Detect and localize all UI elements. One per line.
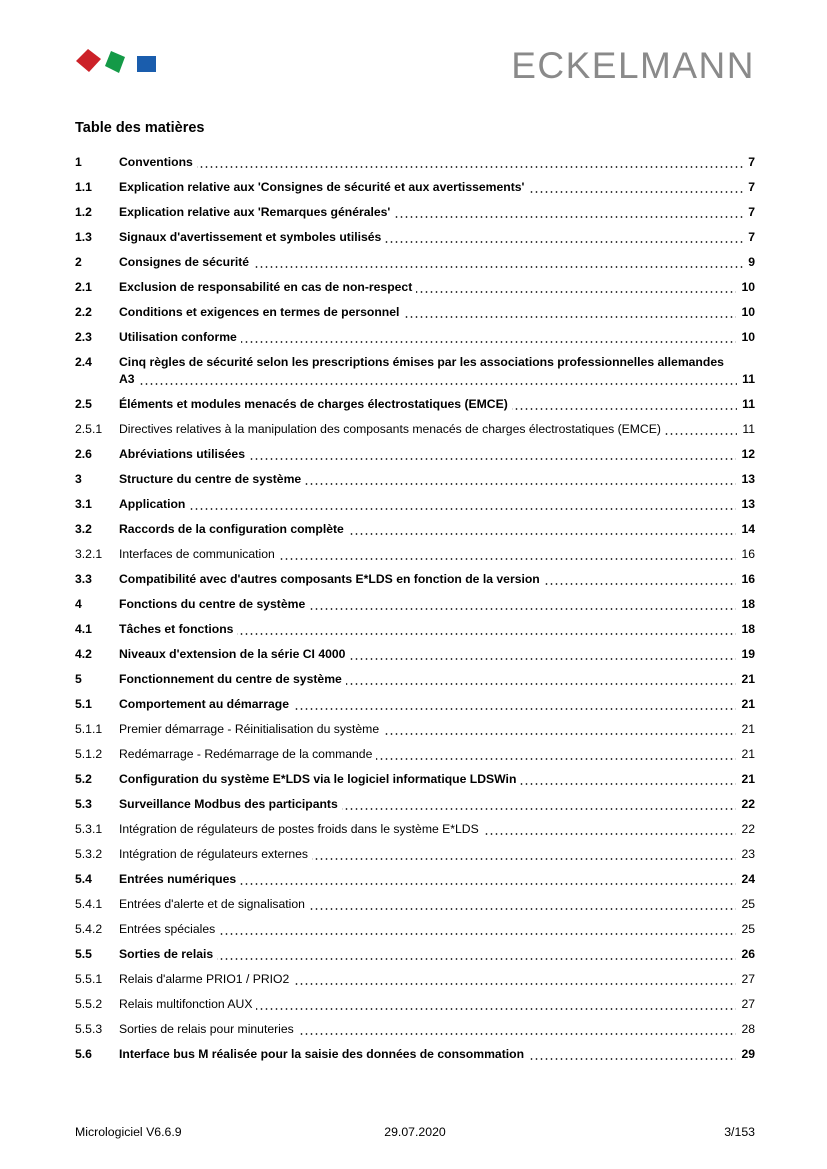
toc-entry[interactable] [75,596,755,613]
toc-entry-number: 5.4.2 [75,922,103,936]
toc-entry[interactable] [75,796,755,813]
toc-entry-body [119,971,755,988]
toc-entry-number: 5.2 [75,772,92,786]
toc-entry-body [119,821,755,838]
toc-entry-page: 7 [743,229,755,246]
toc-entry[interactable] [75,179,755,196]
toc-entry-page: 16 [736,571,755,588]
toc-entry-number: 4 [75,597,82,611]
toc-entry[interactable] [75,421,755,438]
toc-entry[interactable] [75,521,755,538]
toc-entry-title: Fonctions du centre de système [119,597,309,611]
toc-list [75,154,755,1063]
toc-entry[interactable] [75,996,755,1013]
toc-entry-page: 7 [743,154,755,171]
toc-entry-title: Compatibilité avec d'autres composants E*LDS en fonction de la version [119,572,544,586]
toc-entry-body [119,396,755,413]
toc-entry-number: 5 [75,672,82,686]
toc-entry-number: 3 [75,472,82,486]
toc-entry[interactable] [75,229,755,246]
page-header [75,46,755,92]
toc-entry-title: Utilisation conforme [119,330,241,344]
toc-entry-page: 27 [736,971,755,988]
toc-entry-number: 2.3 [75,330,92,344]
toc-entry-title: Exclusion de responsabilité en cas de non-respect [119,280,416,294]
toc-entry-body [119,671,755,688]
toc-entry-page: 24 [736,871,755,888]
toc-entry[interactable] [75,821,755,838]
toc-entry-body [119,421,755,438]
toc-entry-body [119,354,755,388]
toc-entry-page: 13 [736,496,755,513]
toc-entry-body [119,846,755,863]
toc-entry-body [119,546,755,563]
toc-entry-title: Explication relative aux 'Consignes de sécurité et aux avertissements' [119,180,528,194]
toc-entry-title: Fonctionnement du centre de système [119,672,346,686]
toc-entry-title: Interfaces de communication [119,547,279,561]
toc-entry-body [119,571,755,588]
toc-entry-body [119,871,755,888]
toc-entry-title: Conditions et exigences en termes de personnel [119,305,403,319]
toc-entry-page: 13 [736,471,755,488]
toc-entry-title: Relais d'alarme PRIO1 / PRIO2 [119,972,293,986]
toc-entry-number: 3.2.1 [75,547,103,561]
toc-entry[interactable] [75,671,755,688]
toc-entry-page: 25 [736,896,755,913]
toc-entry-body [119,521,755,538]
toc-entry-page: 21 [736,671,755,688]
toc-entry[interactable] [75,1046,755,1063]
toc-entry-number: 5.5.3 [75,1022,103,1036]
toc-entry-title: Entrées spéciales [119,922,219,936]
toc-entry-body [119,179,755,196]
toc-entry-number: 5.4 [75,872,92,886]
footer-date: 29.07.2020 [384,1125,446,1139]
toc-entry-number: 4.2 [75,647,92,661]
toc-entry-body [119,646,755,663]
toc-entry-page: 21 [736,721,755,738]
toc-entry-page: 23 [736,846,755,863]
toc-entry-page: 27 [736,996,755,1013]
toc-entry-title: Interface bus M réalisée pour la saisie des données de consommation [119,1047,528,1061]
toc-entry-number: 2 [75,255,82,269]
toc-entry-number: 5.6 [75,1047,92,1061]
toc-entry-body [119,329,755,346]
toc-entry-title: Sorties de relais [119,947,217,961]
toc-entry-body [119,996,755,1013]
toc-entry[interactable] [75,279,755,296]
footer-page-number: 3/153 [724,1125,755,1139]
eckelmann-logo-icon [75,46,175,86]
toc-entry-body [119,229,755,246]
toc-entry[interactable] [75,329,755,346]
toc-entry-body [119,746,755,763]
page-title: Table des matières [75,120,205,136]
toc-entry-number: 2.5 [75,397,92,411]
toc-entry-body [119,446,755,463]
page-footer [75,1125,755,1139]
toc-entry-page: 18 [736,621,755,638]
toc-entry[interactable] [75,621,755,638]
toc-entry-title: Raccords de la configuration complète [119,522,348,536]
toc-entry-page: 16 [736,546,755,563]
toc-entry-title: Entrées numériques [119,872,240,886]
toc-entry-number: 2.2 [75,305,92,319]
toc-entry-page: 21 [736,746,755,763]
toc-entry-page: 28 [736,1021,755,1038]
toc-entry-number: 5.5.1 [75,972,103,986]
toc-entry[interactable] [75,446,755,463]
toc-entry-page: 21 [736,771,755,788]
toc-entry-number: 5.5 [75,947,92,961]
toc-entry-number: 2.5.1 [75,422,103,436]
toc-entry-title: Niveaux d'extension de la série CI 4000 [119,647,349,661]
toc-entry-title: Relais multifonction AUX [119,997,256,1011]
toc-entry-title: Entrées d'alerte et de signalisation [119,897,309,911]
logo-red-diamond-icon [76,49,101,72]
toc-entry-title: Surveillance Modbus des participants [119,797,342,811]
toc-entry[interactable] [75,396,755,413]
toc-entry-number: 4.1 [75,622,92,636]
toc-entry-page: 10 [736,329,755,346]
toc-entry-page: 9 [743,254,755,271]
toc-entry-body [119,279,755,296]
toc-entry[interactable] [75,1021,755,1038]
toc-entry-page: 12 [736,446,755,463]
toc-entry-page: 29 [736,1046,755,1063]
toc-entry-page: 19 [736,646,755,663]
toc-entry-page: 25 [736,921,755,938]
toc-entry-title: Éléments et modules menacés de charges électrostatiques (EMCE) [119,397,512,411]
toc-entry-page: 11 [737,396,755,413]
toc-entry-page: 11 [737,371,755,388]
toc-entry[interactable] [75,471,755,488]
toc-entry-page: 11 [737,421,755,438]
toc-entry-number: 5.3.1 [75,822,103,836]
toc-entry-number: 1.3 [75,230,92,244]
toc-entry-number: 5.4.1 [75,897,103,911]
toc-entry-title: Tâches et fonctions [119,622,237,636]
toc-entry-page: 10 [736,279,755,296]
toc-entry[interactable] [75,771,755,788]
toc-entry-page: 26 [736,946,755,963]
toc-entry-title: Sorties de relais pour minuteries [119,1022,298,1036]
toc-entry-number: 5.3.2 [75,847,103,861]
toc-entry[interactable] [75,871,755,888]
toc-entry-title: Configuration du système E*LDS via le logiciel informatique LDSWin [119,772,520,786]
toc-entry-page: 7 [743,204,755,221]
toc-entry-body [119,496,755,513]
toc-entry-page: 7 [743,179,755,196]
toc-entry[interactable] [75,154,755,171]
toc-entry-body [119,204,755,221]
toc-entry-number: 1.1 [75,180,92,194]
toc-entry-page: 10 [736,304,755,321]
toc-entry[interactable] [75,896,755,913]
toc-entry-number: 2.4 [75,355,92,369]
logo-blue-square-icon [137,56,156,72]
toc-entry-body [119,896,755,913]
toc-entry-title: Structure du centre de système [119,472,305,486]
toc-entry-page: 14 [736,521,755,538]
toc-entry-body [119,304,755,321]
toc-entry[interactable] [75,946,755,963]
toc-entry-title: Intégration de régulateurs de postes froids dans le système E*LDS [119,822,483,836]
toc-entry-page: 21 [736,696,755,713]
toc-entry-body [119,1021,755,1038]
toc-entry-number: 3.2 [75,522,92,536]
toc-entry-body [119,596,755,613]
toc-entry-number: 2.1 [75,280,92,294]
toc-entry-body [119,771,755,788]
toc-entry-body [119,1046,755,1063]
toc-entry[interactable] [75,646,755,663]
toc-entry-body [119,946,755,963]
toc-entry[interactable] [75,746,755,763]
toc-entry-body [119,696,755,713]
toc-entry-number: 5.1.1 [75,722,103,736]
brand-wordmark: ECKELMANN [511,45,755,86]
toc-entry[interactable] [75,971,755,988]
logo-green-diamond-icon [105,51,125,73]
toc-entry-body [119,721,755,738]
footer-firmware-version: Micrologiciel V6.6.9 [75,1125,182,1139]
toc-entry-body [119,154,755,171]
toc-entry-title: Intégration de régulateurs externes [119,847,312,861]
toc-entry[interactable] [75,846,755,863]
toc-entry-body [119,796,755,813]
toc-entry-title: Redémarrage - Redémarrage de la commande [119,747,376,761]
toc-entry-number: 3.3 [75,572,92,586]
toc-entry-title: Consignes de sécurité [119,255,253,269]
toc-entry-title: Signaux d'avertissement et symboles utilisés [119,230,385,244]
toc-entry-page: 22 [736,796,755,813]
toc-entry-title: Premier démarrage - Réinitialisation du système [119,722,383,736]
toc-entry-number: 5.3 [75,797,92,811]
toc-entry-number: 5.1 [75,697,92,711]
toc-entry-body [119,921,755,938]
toc-entry-page: 22 [736,821,755,838]
toc-entry-body [119,254,755,271]
toc-entry-number: 2.6 [75,447,92,461]
toc-entry-body [119,471,755,488]
toc-entry[interactable] [75,921,755,938]
toc-entry-number: 5.5.2 [75,997,103,1011]
toc-entry[interactable] [75,546,755,563]
toc-entry[interactable] [75,571,755,588]
toc-entry-number: 1.2 [75,205,92,219]
toc-entry-title: Cinq règles de sécurité selon les prescriptions émises par les associations professionnelles allemandes A3 [119,355,724,386]
toc-entry-number: 5.1.2 [75,747,103,761]
toc-entry[interactable] [75,721,755,738]
toc-entry-title: Conventions [119,155,197,169]
toc-entry-title: Application [119,497,189,511]
toc-entry[interactable] [75,304,755,321]
toc-entry[interactable] [75,496,755,513]
toc-entry[interactable] [75,254,755,271]
toc-entry-number: 1 [75,155,82,169]
toc-entry-body [119,621,755,638]
toc-entry-page: 18 [736,596,755,613]
toc-entry[interactable] [75,696,755,713]
toc-entry-title: Explication relative aux 'Remarques générales' [119,205,394,219]
toc-entry[interactable] [75,204,755,221]
toc-entry-number: 3.1 [75,497,92,511]
toc-entry-title: Directives relatives à la manipulation des composants menacés de charges électrostatiques (EMCE) [119,422,665,436]
toc-entry-title: Comportement au démarrage [119,697,293,711]
toc-entry[interactable] [75,354,755,388]
toc-entry-title: Abréviations utilisées [119,447,249,461]
